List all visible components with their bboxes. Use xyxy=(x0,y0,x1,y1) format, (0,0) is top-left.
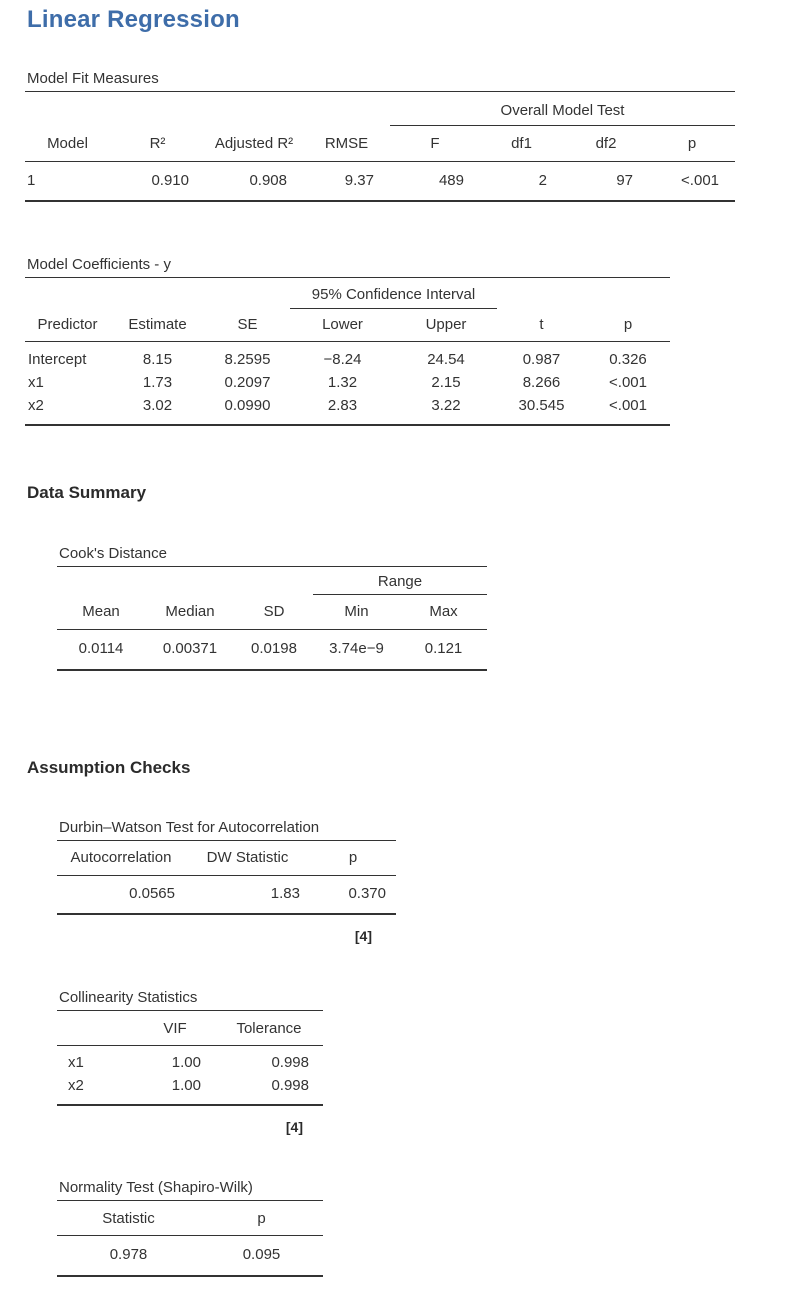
cell-upper: 24.54 xyxy=(427,351,465,368)
col-header-p: p xyxy=(310,841,396,876)
cell-predictor: x2 xyxy=(28,397,44,414)
normality-section xyxy=(57,1179,796,1277)
col-header-p: p xyxy=(586,309,670,342)
cell-upper: 3.22 xyxy=(431,397,461,414)
collinearity-section xyxy=(57,989,796,1135)
cell-predictor: Intercept xyxy=(28,351,87,368)
page-title: Linear Regression xyxy=(27,6,240,33)
col-header-tolerance: Tolerance xyxy=(215,1011,323,1046)
cell-df1: 2 xyxy=(538,172,547,189)
col-header-r2: R² xyxy=(110,126,205,162)
cell-p: <.001 xyxy=(609,397,647,414)
table-row-x1 xyxy=(57,1046,323,1075)
spanner-confidence-interval: 95% Confidence Interval xyxy=(290,278,497,309)
cell-variable: x2 xyxy=(68,1077,84,1094)
cell-p: <.001 xyxy=(681,172,720,189)
footnote-marker: [4] xyxy=(354,928,372,944)
data-summary-heading: Data Summary xyxy=(27,483,147,502)
model-fit-table xyxy=(25,91,735,202)
cell-min: 3.74e−9 xyxy=(329,640,384,657)
cell-predictor: x1 xyxy=(28,374,44,391)
spanner-overall-model-test: Overall Model Test xyxy=(390,92,735,126)
col-header-upper: Upper xyxy=(395,309,497,342)
collinearity-table-title: Collinearity Statistics xyxy=(59,989,198,1006)
col-header-rmse: RMSE xyxy=(303,126,390,162)
durbin-watson-table-title: Durbin–Watson Test for Autocorrelation xyxy=(59,819,320,836)
cell-p: <.001 xyxy=(609,374,647,391)
cell-median: 0.00371 xyxy=(162,640,218,657)
cell-se: 8.2595 xyxy=(224,351,271,368)
durbin-watson-table xyxy=(57,840,396,915)
cell-lower: −8.24 xyxy=(323,351,362,368)
col-header-statistic: Statistic xyxy=(57,1201,200,1236)
cooks-distance-table-title: Cook's Distance xyxy=(59,545,167,562)
col-header-autocorrelation: Autocorrelation xyxy=(57,841,185,876)
cell-se: 0.2097 xyxy=(224,374,271,391)
cell-t: 30.545 xyxy=(518,397,565,414)
table-row-intercept xyxy=(25,342,670,372)
normality-table-title: Normality Test (Shapiro-Wilk) xyxy=(59,1179,253,1196)
cell-estimate: 8.15 xyxy=(142,351,173,368)
footnote-marker: [4] xyxy=(285,1119,303,1135)
cell-dw-statistic: 1.83 xyxy=(270,885,300,902)
model-fit-table-title: Model Fit Measures xyxy=(27,70,159,87)
cell-sd: 0.0198 xyxy=(251,640,297,657)
cell-se: 0.0990 xyxy=(224,397,271,414)
table-row xyxy=(57,876,396,915)
col-header-lower: Lower xyxy=(290,309,395,342)
col-header-mean: Mean xyxy=(57,595,145,630)
cell-mean: 0.0114 xyxy=(78,640,124,657)
cell-variable: x1 xyxy=(68,1054,84,1071)
col-header-p: p xyxy=(649,126,735,162)
cell-t: 8.266 xyxy=(522,374,561,391)
cell-statistic: 0.978 xyxy=(109,1246,148,1263)
cell-lower: 2.83 xyxy=(327,397,358,414)
col-header-adjusted-r2: Adjusted R² xyxy=(205,126,303,162)
cell-model: 1 xyxy=(27,172,36,189)
cell-tolerance: 0.998 xyxy=(271,1077,309,1094)
cell-rmse: 9.37 xyxy=(344,172,374,189)
col-header-predictor: Predictor xyxy=(25,309,110,342)
table-row-x1 xyxy=(25,371,670,394)
col-header-se: SE xyxy=(205,309,290,342)
spanner-gap xyxy=(25,92,390,126)
col-header-vif: VIF xyxy=(135,1011,215,1046)
col-header-t: t xyxy=(497,309,586,342)
spanner-gap xyxy=(497,278,670,309)
col-header-estimate: Estimate xyxy=(110,309,205,342)
cell-vif: 1.00 xyxy=(171,1054,201,1071)
table-row xyxy=(57,1236,323,1277)
spanner-gap xyxy=(25,278,290,309)
col-header-f: F xyxy=(390,126,480,162)
cell-f: 489 xyxy=(438,172,464,189)
col-header-p: p xyxy=(200,1201,323,1236)
cell-p: 0.326 xyxy=(609,351,647,368)
col-header-df1: df1 xyxy=(480,126,563,162)
durbin-watson-section xyxy=(57,819,796,944)
model-coefficients-table xyxy=(25,277,670,426)
col-header-dw-statistic: DW Statistic xyxy=(185,841,310,876)
normality-table xyxy=(57,1200,323,1277)
table-row xyxy=(25,162,735,202)
cell-r2: 0.910 xyxy=(151,172,189,189)
cooks-distance-section xyxy=(57,545,796,671)
col-header-df2: df2 xyxy=(563,126,649,162)
model-fit-section xyxy=(25,70,796,202)
col-header-model: Model xyxy=(25,126,110,162)
cell-max: 0.121 xyxy=(424,640,463,657)
cooks-distance-table xyxy=(57,566,487,671)
cell-t: 0.987 xyxy=(522,351,561,368)
model-coefficients-table-title: Model Coefficients - y xyxy=(27,256,171,273)
table-row-x2 xyxy=(57,1074,323,1105)
cell-estimate: 1.73 xyxy=(142,374,173,391)
col-header-sd: SD xyxy=(235,595,313,630)
cell-autocorrelation: 0.0565 xyxy=(129,885,175,902)
cell-estimate: 3.02 xyxy=(142,397,173,414)
table-row-x2 xyxy=(25,394,670,425)
cell-p: 0.370 xyxy=(348,885,386,902)
col-header-max: Max xyxy=(400,595,487,630)
cell-p: 0.095 xyxy=(242,1246,281,1263)
cell-lower: 1.32 xyxy=(327,374,358,391)
cell-vif: 1.00 xyxy=(171,1077,201,1094)
cell-df2: 97 xyxy=(616,172,633,189)
col-header-min: Min xyxy=(313,595,400,630)
cell-upper: 2.15 xyxy=(431,374,461,391)
cell-adjusted-r2: 0.908 xyxy=(249,172,287,189)
model-coefficients-section xyxy=(25,256,796,426)
col-header-median: Median xyxy=(145,595,235,630)
assumption-checks-heading: Assumption Checks xyxy=(27,758,191,777)
spanner-range: Range xyxy=(313,567,487,595)
cell-tolerance: 0.998 xyxy=(271,1054,309,1071)
table-row xyxy=(57,630,487,671)
spanner-gap xyxy=(57,567,313,595)
col-header-blank xyxy=(57,1011,135,1046)
collinearity-table xyxy=(57,1010,323,1106)
